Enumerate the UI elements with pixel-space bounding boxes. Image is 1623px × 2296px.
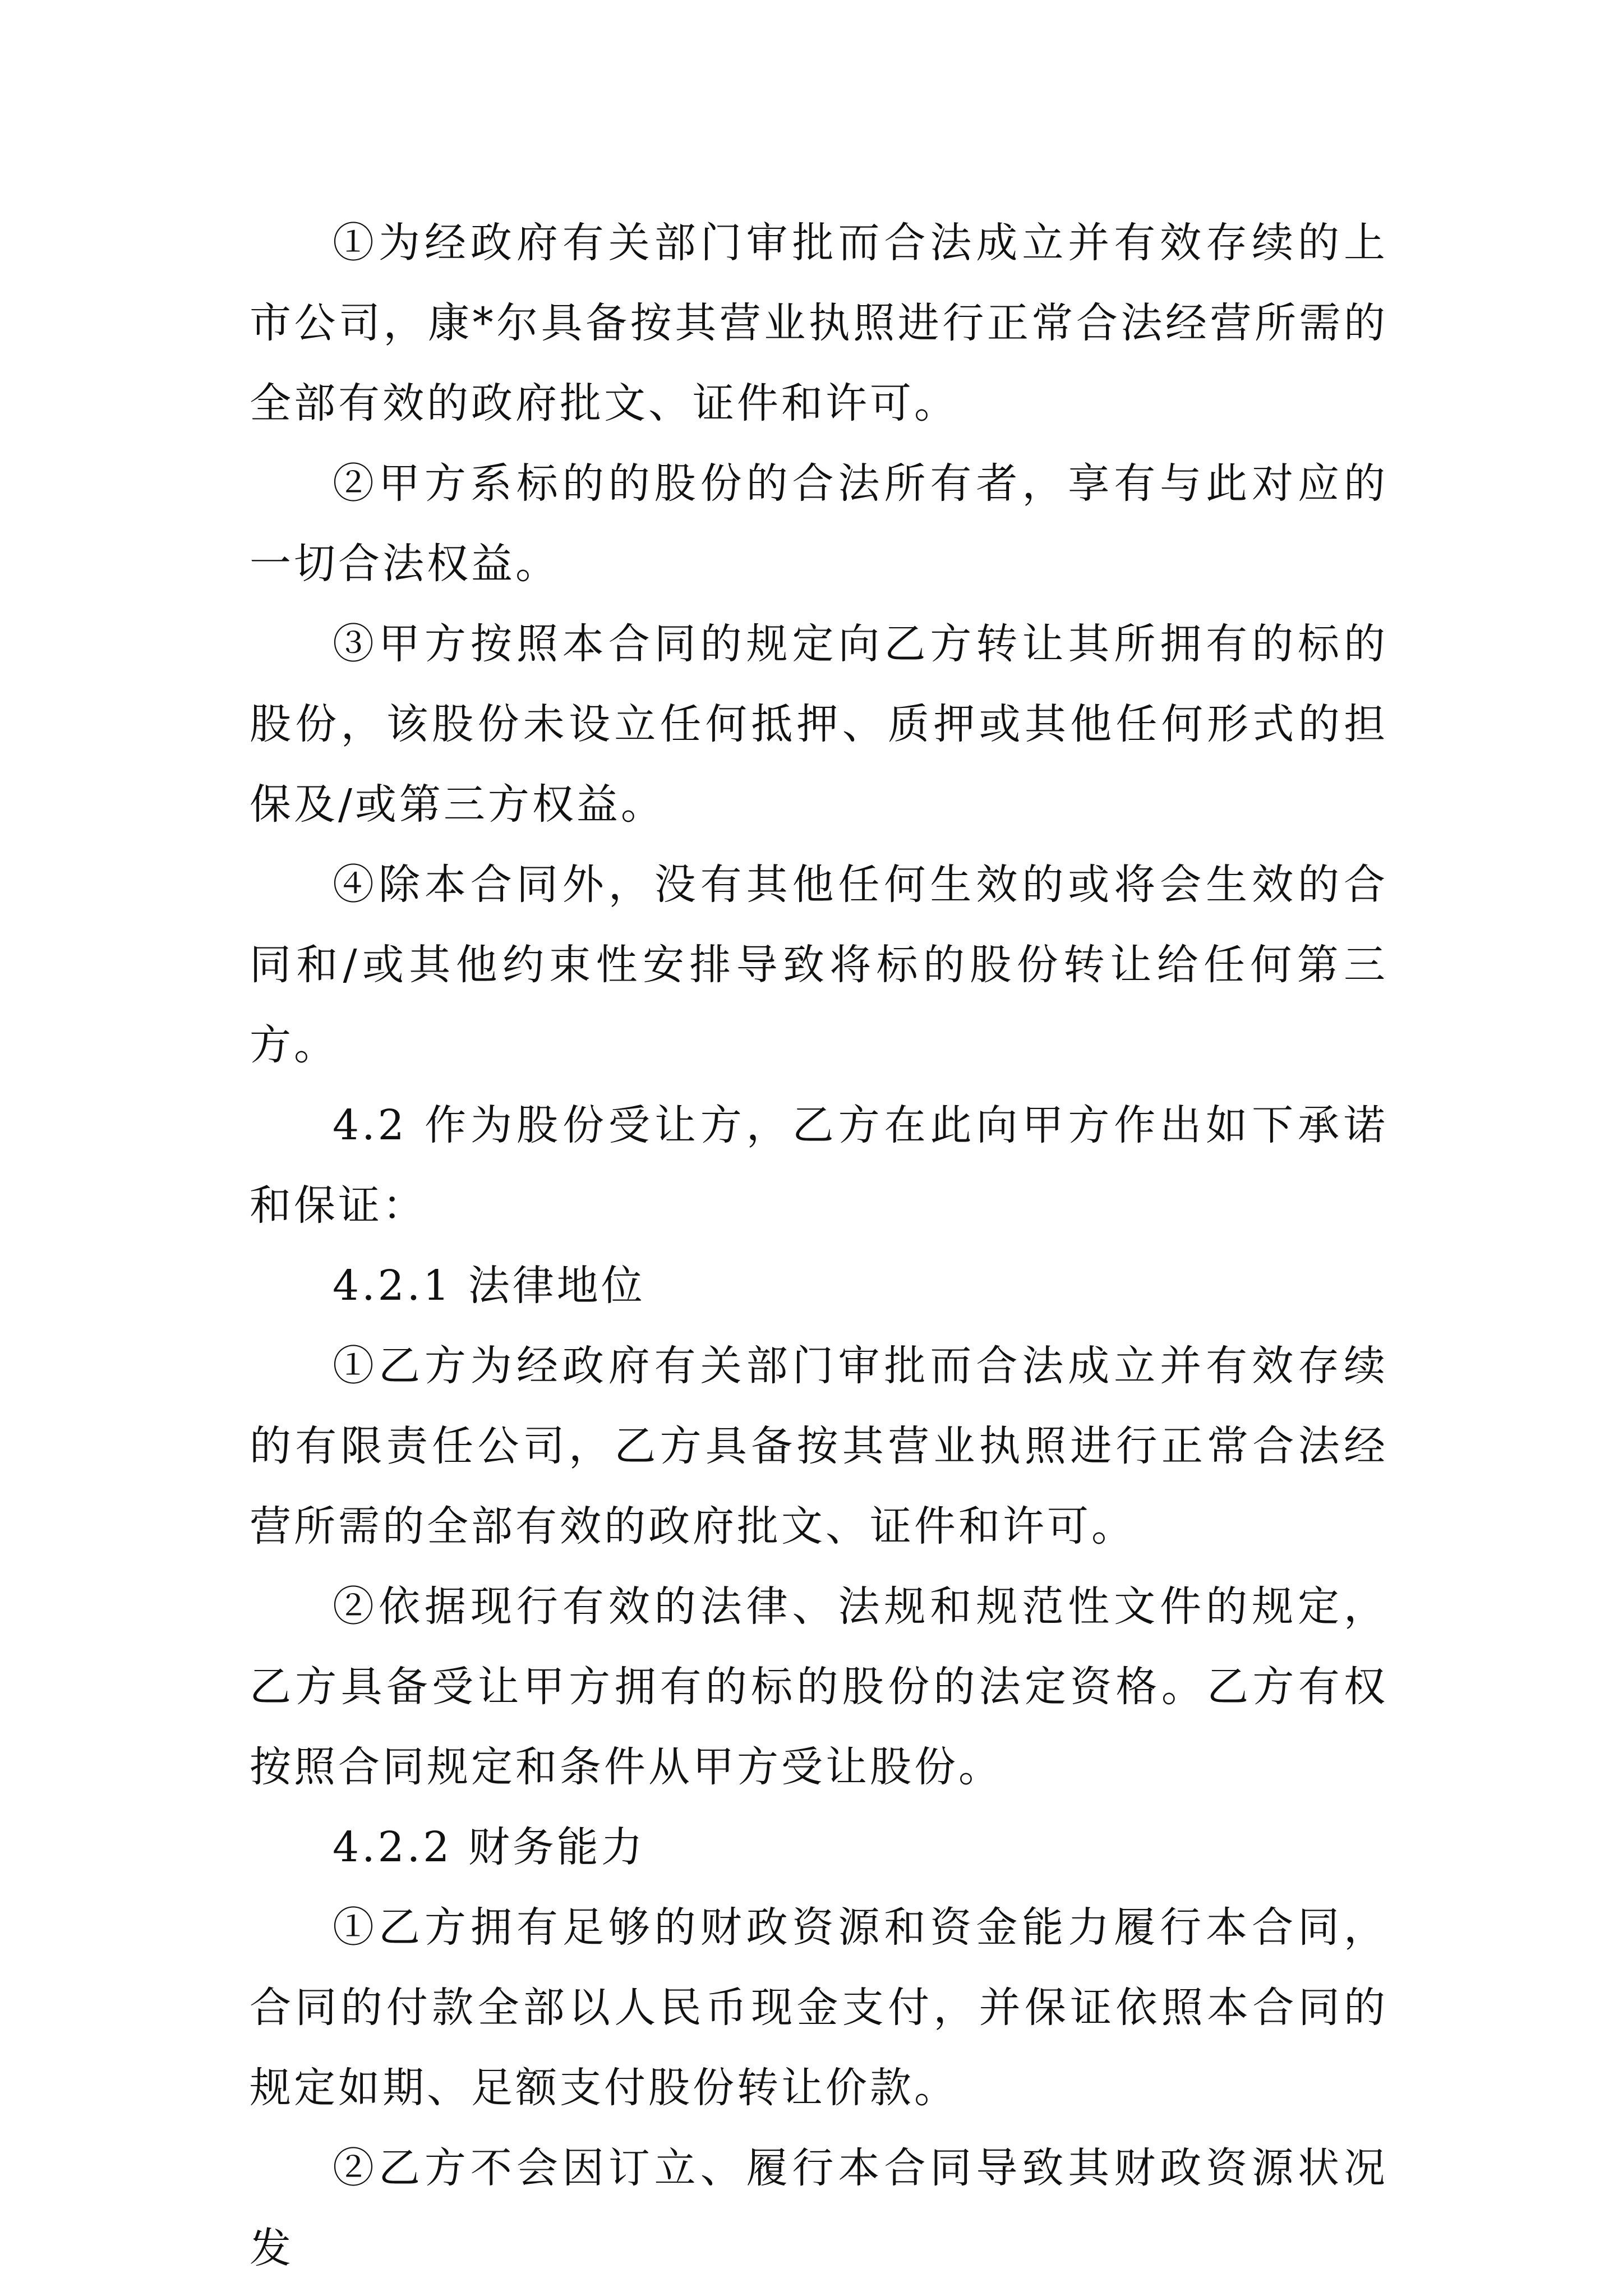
subsection-heading: 4.2.1 法律地位: [333, 1262, 645, 1310]
section-paragraph: 4.2 作为股份受让方，乙方在此向甲方作出如下承诺和保证：: [250, 1101, 1388, 1230]
clause-paragraph: ④除本合同外，没有其他任何生效的或将会生效的合同和/或其他约束性安排导致将标的股份转让给任何第三方。: [250, 861, 1388, 1069]
clause-paragraph: ①为经政府有关部门审批而合法成立并有效存续的上市公司，康*尔具备按其营业执照进行正常合法经营所需的全部有效的政府批文、证件和许可。: [250, 219, 1388, 427]
clause-paragraph: ②甲方系标的的股份的合法所有者，享有与此对应的一切合法权益。: [250, 459, 1388, 588]
clause-paragraph: ①乙方拥有足够的财政资源和资金能力履行本合同，合同的付款全部以人民币现金支付，并保证依照本合同的规定如期、足额支付股份转让价款。: [250, 1903, 1388, 2112]
clause-paragraph: ②依据现行有效的法律、法规和规范性文件的规定，乙方具备受让甲方拥有的标的股份的法定资格。乙方有权按照合同规定和条件从甲方受让股份。: [250, 1582, 1388, 1791]
clause-paragraph: ②乙方不会因订立、履行本合同导致其财政资源状况发: [250, 2144, 1388, 2272]
contract-text: [250, 203, 1388, 2289]
subsection-heading: 4.2.2 财务能力: [333, 1823, 645, 1871]
clause-paragraph: ①乙方为经政府有关部门审批而合法成立并有效存续的有限责任公司，乙方具备按其营业执照进行正常合法经营所需的全部有效的政府批文、证件和许可。: [250, 1342, 1388, 1550]
clause-paragraph: ③甲方按照本合同的规定向乙方转让其所拥有的标的股份，该股份未设立任何抵押、质押或其他任何形式的担保及/或第三方权益。: [250, 620, 1388, 829]
